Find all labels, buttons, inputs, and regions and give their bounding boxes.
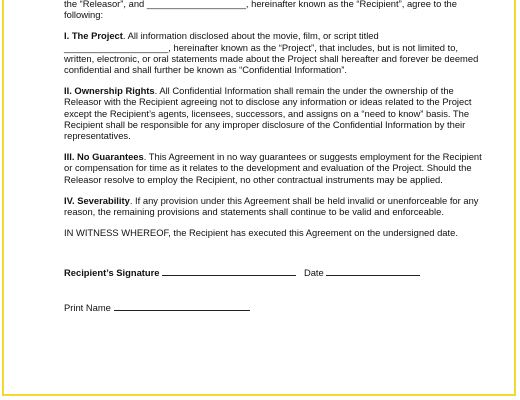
section-heading: IV. Severability <box>64 194 130 206</box>
section-heading: I. The Project <box>64 30 123 42</box>
print-name-row <box>64 301 484 313</box>
date-line[interactable] <box>326 266 420 276</box>
section-body: . This Agreement in no way guarantees or suggests employment for the Recipient or compensation for time as it relates to the development and evaluation of the Project. Should the Releasor resolve to employ the Recipient, no other contractual instruments may be applied. <box>64 151 482 185</box>
section-guarantees <box>64 151 484 185</box>
witness-paragraph: IN WITNESS WHEREOF, the Recipient has executed this Agreement on the undersigned date. <box>64 227 458 239</box>
signature-row <box>64 266 484 278</box>
section-project <box>64 30 484 75</box>
agreement-body <box>64 0 484 313</box>
section-severability <box>64 195 484 217</box>
document-page <box>2 0 516 396</box>
print-name-label: Print Name <box>64 301 111 313</box>
section-ownership <box>64 85 484 141</box>
date-label: Date <box>303 267 324 279</box>
print-name-line[interactable] <box>114 301 250 311</box>
signature-label: Recipient’s Signature <box>64 267 160 279</box>
section-heading: II. Ownership Rights <box>64 85 155 97</box>
section-heading: III. No Guarantees <box>64 151 144 163</box>
section-body: . All Confidential Information shall remain the under the ownership of the Releasor with the Recipient agreeing not to disclose any information or ideas related to the Project except the Recipient’s agents, licensees, successors, and assigns on a “need to know” basis. The Recipient shall be responsible for any improper disclosure of the Confidential Information by their representatives. <box>64 85 472 142</box>
section-body: . All information disclosed about the movie, film, or script titled ____________________, hereinafter known as the “Project”, that includes, but is not limited to, written, electronic, or oral statements made about the Project shall hereafter and forever be deemed confidential and shall further be known as “Confidential Information”. <box>64 30 479 76</box>
section-body: . If any provision under this Agreement shall be held invalid or unenforceable for any reason, the remaining provisions and statements shall continue to be valid and enforceable. <box>64 194 479 218</box>
signature-line[interactable] <box>162 266 296 276</box>
intro-paragraph: the “Releasor”, and ___________________, hereinafter known as the “Recipient”, agree to the following: <box>64 0 457 21</box>
